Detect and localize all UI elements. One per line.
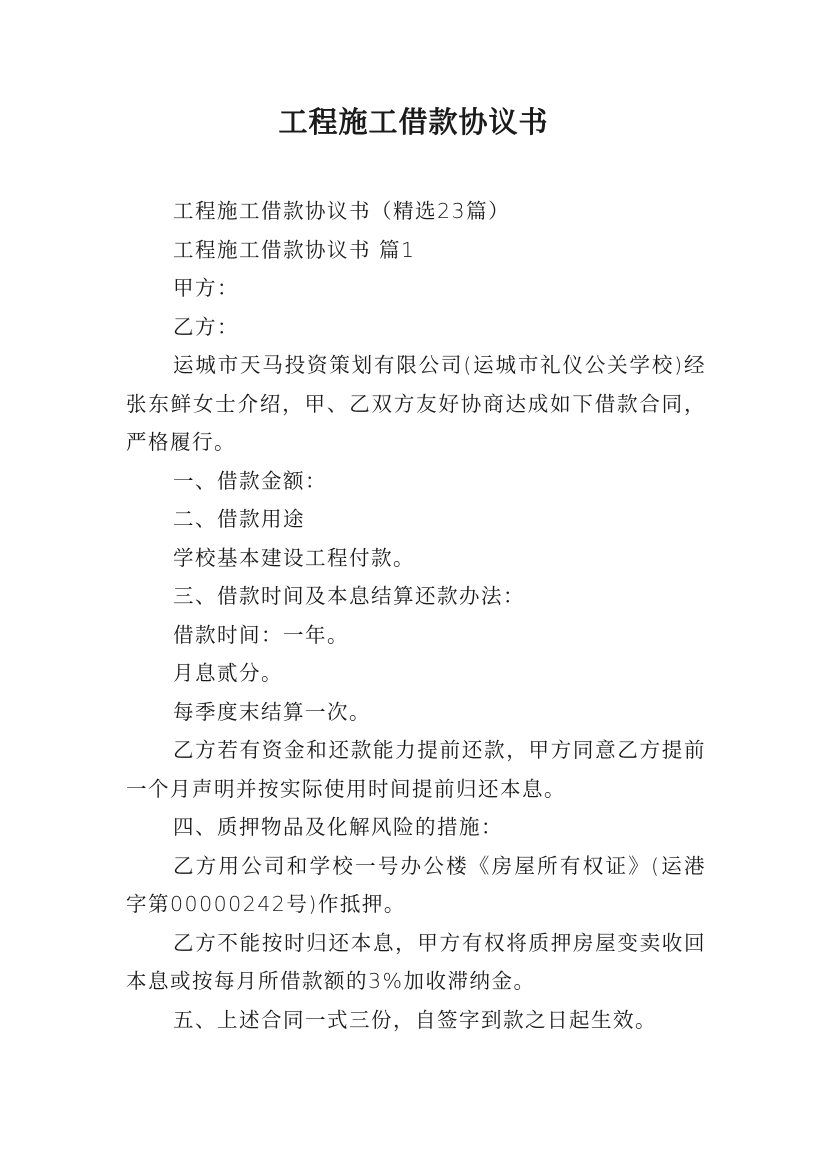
paragraph: 二、借款用途 [173,507,305,531]
paragraph: 工程施工借款协议书 篇1 [173,237,416,262]
paragraph: 乙方用公司和学校一号办公楼《房屋所有权证》(运港字第00000242号)作抵押。 [126,853,706,916]
document-title: 工程施工借款协议书 [278,105,549,139]
paragraph: 运城市天马投资策划有限公司(运城市礼仪公关学校)经张东鲜女士介绍，甲、乙双方友好协商达成如下借款合同，严格履行。 [126,353,706,454]
paragraph: 一、借款金额： [173,468,327,493]
paragraph: 五、上述合同一式三份，自签字到款之日起生效。 [173,1007,657,1032]
paragraph: 借款时间：一年。 [173,622,349,647]
paragraph: 乙方不能按时归还本息，甲方有权将质押房屋变卖收回本息或按每月所借款额的3%加收滞纳金。 [126,930,706,993]
paragraph: 学校基本建设工程付款。 [173,545,415,570]
paragraph: 乙方： [173,314,239,339]
paragraph: 甲方： [173,276,239,300]
paragraph: 月息贰分。 [173,661,283,685]
document-body [126,192,706,1039]
paragraph: 乙方若有资金和还款能力提前还款，甲方同意乙方提前一个月声明并按实际使用时间提前归还本息。 [126,738,706,801]
paragraph: 四、质押物品及化解风险的措施： [173,815,503,839]
paragraph: 工程施工借款协议书（精选23篇） [173,199,511,223]
paragraph: 三、借款时间及本息结算还款办法： [173,584,525,608]
paragraph: 每季度末结算一次。 [173,699,371,724]
